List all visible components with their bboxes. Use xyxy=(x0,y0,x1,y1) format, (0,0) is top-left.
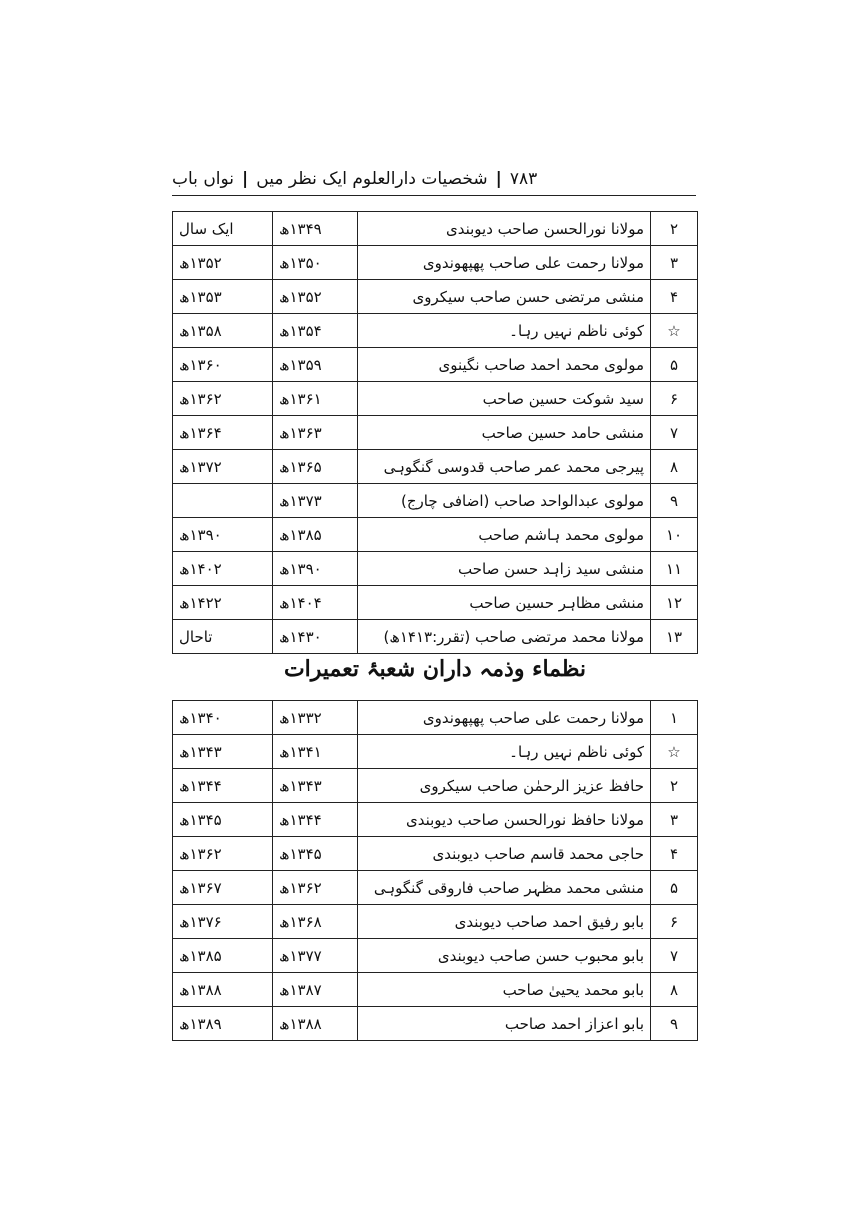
start-year: ۱۳۵۹ھ xyxy=(273,348,358,382)
person-name: بابو محمد یحییٰ صاحب xyxy=(358,973,651,1007)
end-year: ۱۳۶۲ھ xyxy=(173,837,273,871)
table-row xyxy=(173,586,698,620)
row-number: ۸ xyxy=(651,450,698,484)
end-year: ۱۴۰۲ھ xyxy=(173,552,273,586)
row-number: ۴ xyxy=(651,280,698,314)
person-name: مولوی محمد ہاشم صاحب xyxy=(358,518,651,552)
header-separator: | xyxy=(242,169,249,189)
person-name: پیرجی محمد عمر صاحب قدوسی گنگوہی xyxy=(358,450,651,484)
table-row xyxy=(173,382,698,416)
person-name: منشی حامد حسین صاحب xyxy=(358,416,651,450)
construction-heads-table xyxy=(172,700,698,1041)
table-row xyxy=(173,837,698,871)
person-name: منشی محمد مظہر صاحب فاروقی گنگوہی xyxy=(358,871,651,905)
header-separator: | xyxy=(495,169,502,189)
person-name: منشی مرتضی حسن صاحب سیکروی xyxy=(358,280,651,314)
person-name: کوئی ناظم نہیں رہا۔ xyxy=(358,314,651,348)
row-number: ۸ xyxy=(651,973,698,1007)
person-name: بابو رفیق احمد صاحب دیوبندی xyxy=(358,905,651,939)
end-year: ۱۳۵۲ھ xyxy=(173,246,273,280)
row-number: ☆ xyxy=(651,314,698,348)
table-row xyxy=(173,620,698,654)
table-row xyxy=(173,212,698,246)
start-year: ۱۳۶۸ھ xyxy=(273,905,358,939)
end-year: ۱۳۷۶ھ xyxy=(173,905,273,939)
end-year: ۱۴۲۲ھ xyxy=(173,586,273,620)
table-row xyxy=(173,1007,698,1041)
person-name: حافظ عزیز الرحمٰن صاحب سیکروی xyxy=(358,769,651,803)
person-name: مولانا رحمت علی صاحب پھپھوندوی xyxy=(358,701,651,735)
end-year: ۱۳۸۵ھ xyxy=(173,939,273,973)
table-row xyxy=(173,314,698,348)
start-year: ۱۳۷۳ھ xyxy=(273,484,358,518)
end-year: ۱۳۶۲ھ xyxy=(173,382,273,416)
person-name: مولانا حافظ نورالحسن صاحب دیوبندی xyxy=(358,803,651,837)
table-row xyxy=(173,246,698,280)
start-year: ۱۳۵۴ھ xyxy=(273,314,358,348)
row-number: ۷ xyxy=(651,939,698,973)
start-year: ۱۳۹۰ھ xyxy=(273,552,358,586)
end-year xyxy=(173,484,273,518)
row-number: ۷ xyxy=(651,416,698,450)
end-year: ۱۳۴۴ھ xyxy=(173,769,273,803)
start-year: ۱۳۸۵ھ xyxy=(273,518,358,552)
table-row xyxy=(173,450,698,484)
table-row xyxy=(173,735,698,769)
end-year: ۱۳۶۴ھ xyxy=(173,416,273,450)
row-number: ۴ xyxy=(651,837,698,871)
start-year: ۱۴۰۴ھ xyxy=(273,586,358,620)
row-number: ۲ xyxy=(651,212,698,246)
table-row xyxy=(173,939,698,973)
end-year: ۱۳۵۳ھ xyxy=(173,280,273,314)
table-row xyxy=(173,871,698,905)
start-year: ۱۳۶۱ھ xyxy=(273,382,358,416)
row-number: ۳ xyxy=(651,803,698,837)
start-year: ۱۳۳۲ھ xyxy=(273,701,358,735)
end-year: ۱۳۴۳ھ xyxy=(173,735,273,769)
row-number: ۳ xyxy=(651,246,698,280)
person-name: مولانا رحمت علی صاحب پھپھوندوی xyxy=(358,246,651,280)
table-row xyxy=(173,803,698,837)
end-year: تاحال xyxy=(173,620,273,654)
start-year: ۱۳۷۷ھ xyxy=(273,939,358,973)
start-year: ۱۳۴۳ھ xyxy=(273,769,358,803)
row-number: ☆ xyxy=(651,735,698,769)
book-title: شخصیات دارالعلوم ایک نظر میں xyxy=(256,169,488,189)
row-number: ۱۰ xyxy=(651,518,698,552)
table-row xyxy=(173,552,698,586)
table-row xyxy=(173,769,698,803)
person-name: سید شوکت حسین صاحب xyxy=(358,382,651,416)
start-year: ۱۳۵۰ھ xyxy=(273,246,358,280)
end-year: ۱۳۵۸ھ xyxy=(173,314,273,348)
person-name: حاجی محمد قاسم صاحب دیوبندی xyxy=(358,837,651,871)
start-year: ۱۴۳۰ھ xyxy=(273,620,358,654)
row-number: ۶ xyxy=(651,905,698,939)
start-year: ۱۳۸۷ھ xyxy=(273,973,358,1007)
start-year: ۱۳۵۲ھ xyxy=(273,280,358,314)
start-year: ۱۳۶۳ھ xyxy=(273,416,358,450)
row-number: ۵ xyxy=(651,348,698,382)
row-number: ۶ xyxy=(651,382,698,416)
person-name: مولوی محمد احمد صاحب نگینوی xyxy=(358,348,651,382)
row-number: ۹ xyxy=(651,1007,698,1041)
person-name: مولوی عبدالواحد صاحب (اضافی چارج) xyxy=(358,484,651,518)
end-year: ۱۳۸۹ھ xyxy=(173,1007,273,1041)
row-number: ۵ xyxy=(651,871,698,905)
person-name: کوئی ناظم نہیں رہا۔ xyxy=(358,735,651,769)
administrators-table xyxy=(172,211,698,654)
end-year: ایک سال xyxy=(173,212,273,246)
table-row xyxy=(173,701,698,735)
person-name: بابو محبوب حسن صاحب دیوبندی xyxy=(358,939,651,973)
row-number: ۱ xyxy=(651,701,698,735)
start-year: ۱۳۴۴ھ xyxy=(273,803,358,837)
table-row xyxy=(173,518,698,552)
table-row xyxy=(173,348,698,382)
end-year: ۱۳۷۲ھ xyxy=(173,450,273,484)
person-name: مولانا نورالحسن صاحب دیوبندی xyxy=(358,212,651,246)
start-year: ۱۳۶۵ھ xyxy=(273,450,358,484)
start-year: ۱۳۶۲ھ xyxy=(273,871,358,905)
row-number: ۱۳ xyxy=(651,620,698,654)
row-number: ۱۱ xyxy=(651,552,698,586)
person-name: بابو اعزاز احمد صاحب xyxy=(358,1007,651,1041)
table-row xyxy=(173,973,698,1007)
start-year: ۱۳۴۵ھ xyxy=(273,837,358,871)
table-row xyxy=(173,484,698,518)
end-year: ۱۳۶۰ھ xyxy=(173,348,273,382)
row-number: ۹ xyxy=(651,484,698,518)
person-name: منشی مظاہر حسین صاحب xyxy=(358,586,651,620)
row-number: ۱۲ xyxy=(651,586,698,620)
end-year: ۱۳۸۸ھ xyxy=(173,973,273,1007)
end-year: ۱۳۹۰ھ xyxy=(173,518,273,552)
start-year: ۱۳۸۸ھ xyxy=(273,1007,358,1041)
end-year: ۱۳۴۵ھ xyxy=(173,803,273,837)
end-year: ۱۳۴۰ھ xyxy=(173,701,273,735)
chapter-label: نواں باب xyxy=(172,169,235,189)
page-number: ۷۸۳ xyxy=(509,169,538,189)
table-row xyxy=(173,416,698,450)
end-year: ۱۳۶۷ھ xyxy=(173,871,273,905)
person-name: مولانا محمد مرتضی صاحب (تقرر:۱۴۱۳ھ) xyxy=(358,620,651,654)
person-name: منشی سید زاہد حسن صاحب xyxy=(358,552,651,586)
table-row xyxy=(173,905,698,939)
start-year: ۱۳۴۱ھ xyxy=(273,735,358,769)
row-number: ۲ xyxy=(651,769,698,803)
section-title: نظماء وذمہ داران شعبۂ تعمیرات xyxy=(283,656,587,682)
table-row xyxy=(173,280,698,314)
page-header xyxy=(172,163,696,196)
start-year: ۱۳۴۹ھ xyxy=(273,212,358,246)
